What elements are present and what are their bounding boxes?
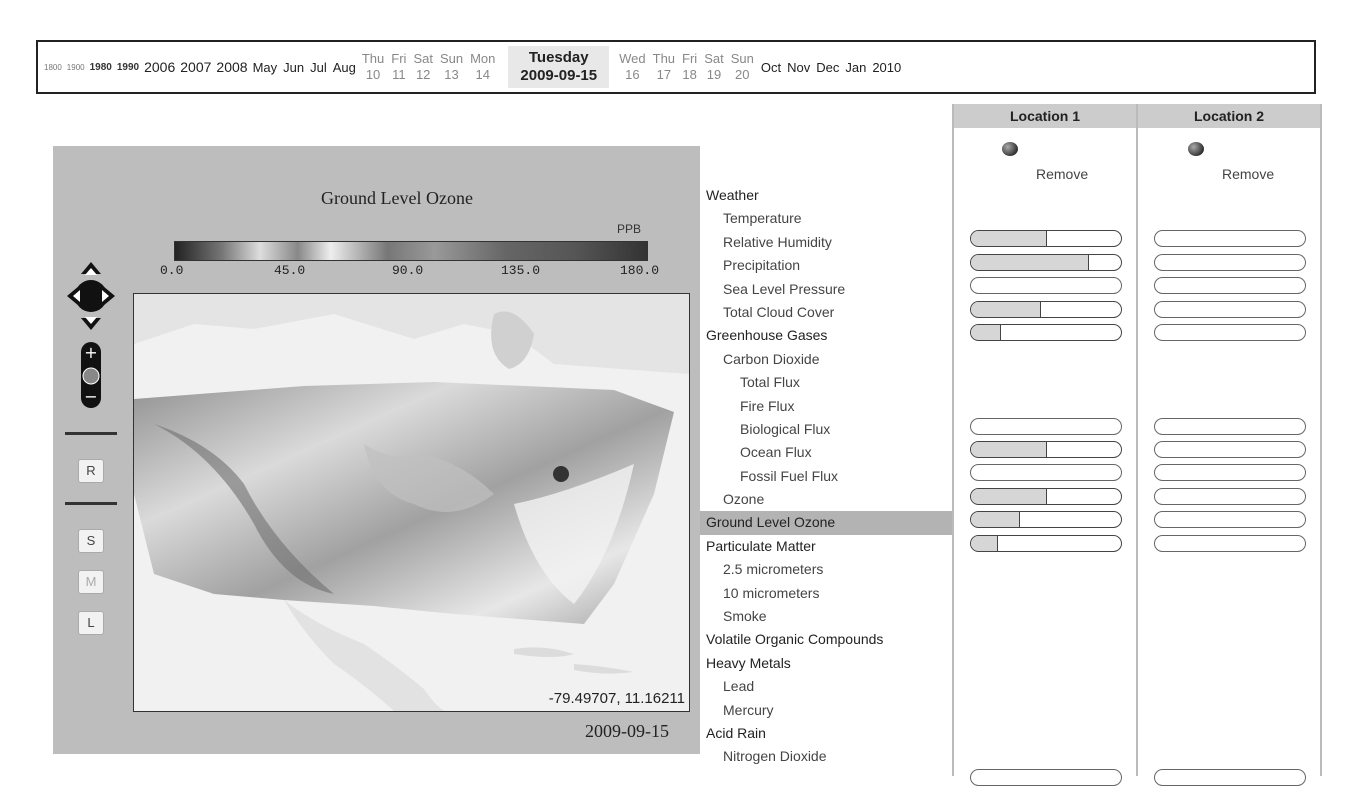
timeline-month[interactable]: Aug — [332, 59, 356, 75]
variable-item[interactable]: Nitrogen Dioxide — [723, 748, 827, 765]
variable-item[interactable]: Weather — [706, 187, 759, 203]
value-bar — [970, 535, 1122, 552]
timeline-day[interactable] — [391, 51, 406, 83]
variable-item[interactable]: 10 micrometers — [723, 584, 820, 601]
location-2-header: Location 2 — [1138, 104, 1320, 128]
map-canvas[interactable] — [133, 293, 690, 712]
variable-item[interactable]: Volatile Organic Compounds — [706, 631, 884, 648]
day-of-week: Fri — [391, 51, 407, 66]
location-marker-icon[interactable] — [553, 466, 569, 482]
colorbar-tick: 45.0 — [274, 263, 306, 278]
variable-item[interactable]: Ocean Flux — [740, 444, 812, 461]
timeline-day[interactable] — [731, 51, 754, 83]
timeline-year[interactable]: 2010 — [872, 59, 902, 75]
timeline-day[interactable] — [704, 51, 724, 83]
zoom-slider-icon[interactable] — [83, 368, 99, 384]
value-bar — [1154, 324, 1306, 341]
variable-item[interactable]: 2.5 micrometers — [723, 561, 824, 578]
variable-item[interactable]: Total Flux — [740, 374, 800, 391]
timeline-year[interactable]: 1980 — [89, 61, 112, 73]
value-bar — [970, 441, 1122, 458]
value-bar — [1154, 230, 1306, 247]
value-bar-fill — [971, 255, 1089, 270]
colorbar-tick: 90.0 — [392, 263, 424, 278]
control-divider — [65, 502, 117, 505]
variable-item[interactable]: Lead — [723, 678, 755, 695]
day-of-week: Sat — [413, 51, 433, 66]
timeline-bar — [36, 40, 1316, 94]
day-of-week: Thu — [361, 51, 385, 66]
remove-location-1-button[interactable]: Remove — [1036, 166, 1089, 182]
size-medium-button[interactable]: M — [78, 570, 104, 594]
size-large-button[interactable]: L — [78, 611, 104, 635]
day-number: 13 — [444, 67, 459, 82]
value-bar-fill — [971, 231, 1047, 246]
control-divider — [65, 432, 117, 435]
timeline-day[interactable] — [682, 51, 697, 83]
day-of-week: Sun — [439, 51, 464, 66]
timeline-month[interactable]: Oct — [760, 59, 782, 75]
variable-item[interactable]: Sea Level Pressure — [723, 280, 846, 297]
zoom-in-icon[interactable]: + — [84, 343, 98, 362]
reset-button[interactable]: R — [78, 459, 104, 483]
variable-item[interactable]: Biological Flux — [740, 420, 831, 437]
value-bar-fill — [971, 325, 1001, 340]
colorbar — [174, 241, 648, 261]
variable-item[interactable]: Relative Humidity — [723, 233, 832, 250]
value-bar — [1154, 769, 1306, 786]
day-number: 16 — [625, 67, 640, 82]
day-of-week: Sat — [704, 51, 724, 66]
timeline-day[interactable] — [413, 51, 433, 83]
variable-item[interactable]: Heavy Metals — [706, 654, 791, 671]
variable-item[interactable]: Ozone — [723, 491, 765, 508]
timeline-year[interactable]: 1900 — [66, 62, 85, 72]
variable-item[interactable]: Smoke — [723, 608, 767, 625]
value-bar — [970, 230, 1122, 247]
location-1-column — [952, 104, 1138, 776]
location-pin-icon — [1188, 142, 1204, 156]
value-bar-fill — [971, 489, 1047, 504]
day-of-week: Sun — [730, 51, 754, 66]
day-number: 20 — [735, 67, 750, 82]
timeline-month[interactable]: Jun — [283, 59, 305, 75]
day-number: 14 — [475, 67, 490, 82]
day-number: 18 — [682, 67, 697, 82]
value-bar — [970, 324, 1122, 341]
variable-item[interactable]: Particulate Matter — [706, 537, 816, 554]
value-bar-fill — [971, 442, 1047, 457]
timeline-year[interactable]: 2008 — [216, 59, 248, 75]
timeline-month[interactable]: May — [252, 59, 278, 75]
timeline-months-after — [761, 60, 907, 75]
value-bar — [1154, 511, 1306, 528]
day-of-week: Fri — [682, 51, 698, 66]
timeline-years — [44, 59, 253, 75]
size-small-button[interactable]: S — [78, 529, 104, 553]
ozone-map-image — [134, 294, 689, 711]
colorbar-tick: 135.0 — [501, 263, 541, 278]
value-bar — [1154, 488, 1306, 505]
timeline-day[interactable] — [653, 51, 675, 83]
map-panel — [53, 146, 700, 754]
timeline-month[interactable]: Jul — [310, 59, 327, 75]
value-bar — [1154, 254, 1306, 271]
value-bar — [970, 301, 1122, 318]
variable-item[interactable]: Precipitation — [723, 257, 801, 274]
variable-item[interactable]: Mercury — [723, 701, 774, 718]
zoom-out-icon[interactable]: − — [84, 387, 98, 406]
value-bar — [1154, 535, 1306, 552]
value-bar — [970, 769, 1122, 786]
day-of-week: Wed — [619, 51, 646, 66]
day-number: 11 — [392, 67, 406, 82]
timeline-month[interactable]: Nov — [787, 59, 811, 75]
variable-item[interactable]: Total Cloud Cover — [723, 303, 835, 320]
variable-item[interactable]: Acid Rain — [706, 724, 766, 741]
location-1-header: Location 1 — [954, 104, 1136, 128]
timeline-selected-day[interactable] — [508, 46, 609, 88]
variable-item[interactable]: Temperature — [723, 210, 802, 227]
value-bar — [970, 511, 1122, 528]
timeline-days-before — [362, 51, 503, 83]
remove-location-2-button[interactable]: Remove — [1222, 166, 1275, 182]
timeline-year[interactable]: 1800 — [44, 62, 62, 72]
value-bar-fill — [971, 512, 1020, 527]
value-bar-fill — [971, 302, 1041, 317]
variable-list — [700, 184, 952, 769]
cursor-coordinates: -79.49707, 11.16211 — [548, 690, 685, 707]
value-bar — [1154, 464, 1306, 481]
pan-control — [65, 260, 117, 332]
value-bar-fill — [971, 536, 998, 551]
day-number: 17 — [656, 67, 672, 82]
value-bar — [1154, 277, 1306, 294]
timeline-day[interactable] — [440, 51, 463, 83]
variable-item[interactable]: Fossil Fuel Flux — [740, 467, 839, 484]
value-bar — [970, 254, 1122, 271]
timeline-month[interactable]: Dec — [816, 59, 840, 75]
day-number: 12 — [415, 67, 431, 82]
timeline-day[interactable] — [470, 51, 495, 83]
value-bar — [1154, 301, 1306, 318]
selected-day-of-week: Tuesday — [528, 49, 589, 66]
colorbar-tick: 0.0 — [160, 263, 184, 278]
zoom-control — [79, 340, 103, 410]
day-of-week: Thu — [652, 51, 676, 66]
colorbar-tick: 180.0 — [620, 263, 660, 278]
value-bar — [970, 418, 1122, 435]
value-bar — [970, 488, 1122, 505]
colorbar-units: PPB — [617, 222, 642, 236]
variable-item[interactable]: Carbon Dioxide — [723, 350, 820, 367]
location-pin-icon — [1002, 142, 1018, 156]
timeline-month[interactable]: Jan — [845, 59, 867, 75]
timeline-days-after — [619, 51, 761, 83]
value-bar — [1154, 441, 1306, 458]
variable-item[interactable]: Fire Flux — [740, 397, 795, 414]
map-date: 2009-09-15 — [585, 721, 669, 741]
timeline-months-before — [253, 60, 362, 75]
value-bar — [1154, 418, 1306, 435]
selected-date: 2009-09-15 — [520, 67, 598, 84]
map-title: Ground Level Ozone — [321, 188, 473, 208]
value-bar — [970, 464, 1122, 481]
timeline-year[interactable]: 1990 — [116, 61, 140, 73]
value-bar — [970, 277, 1122, 294]
variable-item[interactable]: Ground Level Ozone — [700, 511, 952, 534]
variable-item[interactable]: Greenhouse Gases — [706, 327, 828, 344]
day-number: 19 — [706, 67, 722, 82]
timeline-year[interactable]: 2007 — [180, 59, 212, 75]
day-number: 10 — [365, 67, 381, 82]
timeline-day[interactable] — [362, 51, 384, 83]
location-2-column — [1136, 104, 1322, 776]
timeline-day[interactable] — [619, 51, 646, 83]
timeline-year[interactable]: 2006 — [144, 59, 176, 75]
day-of-week: Mon — [470, 51, 496, 66]
